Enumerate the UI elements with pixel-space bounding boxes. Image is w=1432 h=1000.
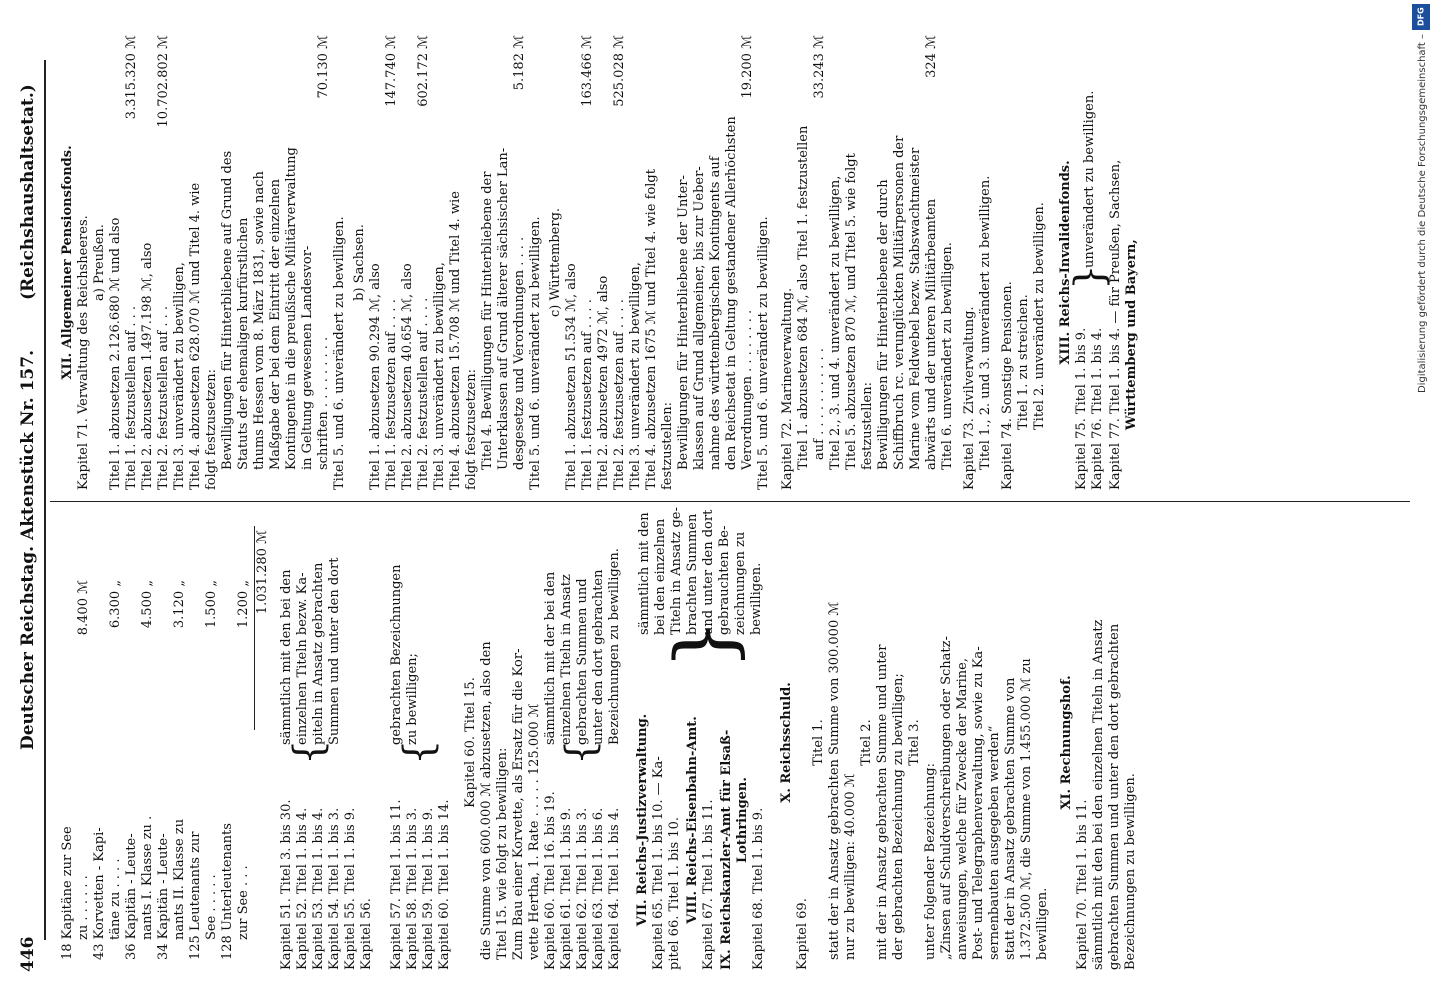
subsection-a-line-text: Titel 2. abzusetzen 1.497.198 ℳ, also: [140, 242, 155, 490]
titel-2-line: mit der in Ansatz gebrachten Summe und unter: [875, 644, 890, 960]
subsection-a-line: [156, 35, 172, 490]
kapitel-line: Kapitel 59. Titel 1. bis 9.: [421, 807, 436, 970]
subsection-b-heading: b) Sachsen.: [352, 224, 367, 301]
rank-row: [60, 520, 76, 970]
subsection-c-line-text: Titel 3. unverändert zu bewilligen,: [628, 262, 643, 490]
subsection-b-line: [368, 35, 384, 490]
rank-label: nants I. Klasse zu .: [140, 815, 155, 940]
subsection-a-line-text: Titel 3. unverändert zu bewilligen,: [172, 262, 187, 490]
rank-row: [140, 500, 156, 970]
subsection-a-para: Bewilligungen für Hinterbliebene auf Grund des: [220, 150, 235, 470]
kapitel-60-line: die Summe von 600.000 ℳ abzusetzen, also den: [479, 641, 494, 960]
subsection-a-line: [108, 35, 124, 490]
rank-label: nants II. Klasse zu: [172, 818, 187, 940]
rank-label: 128 Unterleutenants: [220, 823, 235, 960]
sections-7-9-text: gebrauchten Be-: [717, 525, 732, 635]
rank-row: [236, 500, 252, 970]
group-text: unter den dort gebrachten: [591, 569, 606, 745]
subsection-c-para-text: Verordnungen . . . . . . . .: [740, 309, 755, 470]
column-divider: [50, 501, 1410, 502]
k72-para: [924, 35, 940, 490]
group-text: Bezeichnungen zu bewilligen.: [607, 548, 622, 745]
subsection-b-para-value: 5.182 ℳ: [512, 35, 527, 91]
rank-row: [108, 500, 124, 970]
titel-2-line: der gebrachten Bezeichnung zu bewilligen;: [891, 673, 906, 960]
subsection-b-line: [448, 35, 464, 490]
subsection-c-para: klassen auf Grund allgemeiner, bis zur Ueber-: [692, 166, 707, 470]
sections-7-9-text: sämmtlich mit den: [637, 512, 652, 635]
sections-7-9: [635, 507, 775, 970]
group-text: Summen und unter den dort: [327, 557, 342, 745]
subsection-c-line: [628, 35, 644, 490]
kapitel-line: Kapitel 54. Titel 1. bis 3.: [327, 807, 342, 970]
rank-label: 18 Kapitäne zur See: [60, 826, 75, 960]
subsection-b-line-text: Titel 1. festzusetzen auf . . . .: [384, 299, 399, 490]
subsection-a-para-text: schriften . . . . . . . . .: [316, 336, 331, 470]
titel-3-line: statt der in Ansatz gebrachten Summe von: [1003, 677, 1018, 960]
subsection-a-para: Maßgabe der bei dem Eintritt der einzelnen: [268, 178, 283, 470]
subsection-a-para: Statuts der ehemaligen kurfürstlichen: [236, 217, 251, 470]
group-text: sämmtlich mit den bei den: [279, 569, 294, 745]
subsection-b-line-text: Titel 4. abzusetzen 15.708 ℳ und Titel 4. wie: [448, 191, 463, 490]
rank-label: 36 Kapitän - Leute-: [124, 833, 139, 960]
subsection-b-para: Titel 4. Bewilligungen für Hinterbliebene der: [480, 171, 495, 470]
kapitel-line: Kapitel 62. Titel 1. bis 3.: [575, 807, 590, 970]
section-8-heading: VIII. Reichs-Eisenbahn-Amt.: [685, 716, 700, 924]
subsection-b-line-text: folgt festzusetzen:: [464, 369, 479, 490]
subsection-b-line: [384, 35, 400, 490]
group-text: gebrachten Bezeichnungen: [389, 564, 404, 745]
sections-7-9-text: und unter den dort: [701, 509, 716, 635]
group-text: zu bewilligen;: [405, 653, 420, 745]
sections-7-9-text: bewilligen.: [749, 562, 764, 635]
rank-row: [156, 520, 172, 970]
rank-value: 1.500 „: [204, 580, 219, 629]
kapitel-line: Kapitel 58. Titel 1. bis 3.: [405, 807, 420, 970]
subsection-a-para: in Geltung gewesenen Landesvor-: [300, 245, 315, 470]
sections-7-9-text: brachten Summen: [685, 513, 700, 635]
rank-value: 8.400 ℳ: [76, 580, 91, 636]
subsection-c-line-text: Titel 1. festzusetzen auf . . . .: [580, 299, 595, 490]
subsection-c-line: [644, 35, 660, 490]
subsection-c-line-text: Titel 1. abzusetzen 51.534 ℳ, also: [564, 263, 579, 490]
kapitel-line: Kapitel 61. Titel 1. bis 9.: [559, 807, 574, 970]
subsection-c-line: [564, 35, 580, 490]
k72-line: festzustellen:: [860, 382, 875, 470]
titel-3-line: bewilligen.: [1035, 887, 1050, 960]
rank-label: 125 Leutenants zur: [188, 831, 203, 960]
rank-row: [188, 520, 204, 970]
kapitel-60-line: Zum Bau einer Korvette, als Ersatz für die Kor-: [511, 648, 526, 960]
kapitel-line: Kapitel 55. Titel 1. bis 9.: [343, 807, 358, 970]
section-11-line: Kapitel 70. Titel 1. bis 11.: [1075, 799, 1090, 970]
subsection-a-line: [124, 35, 140, 490]
subsection-b-line-value: 147.740 ℳ: [384, 35, 399, 107]
kapitel-77-cont: Württemberg und Bayern,: [1124, 239, 1139, 430]
subsection-c-heading: c) Württemberg.: [548, 207, 563, 318]
kapitel-line: Kapitel 60. Titel 16. bis 19.: [543, 791, 558, 970]
subsection-a-line-text: Titel 1. festzustellen auf . . .: [124, 305, 139, 490]
kapitel-74-line: Titel 1. zu streichen.: [1016, 294, 1031, 430]
section-9-line: Kapitel 68. Titel 1. bis 9.: [751, 807, 766, 970]
brace: {: [558, 739, 604, 765]
group-text: einzelnen Titeln bezw. Ka-: [295, 572, 310, 745]
subsection-c-line: [596, 35, 612, 490]
subsection-a-line-value: 3.315.320 ℳ: [124, 35, 139, 120]
kapitel-line: Kapitel 60. Titel 1. bis 14.: [437, 799, 452, 970]
subsection-c-line-value: 163.466 ℳ: [580, 35, 595, 107]
subsection-c-last: Titel 5. und 6. unverändert zu bewilligen.: [756, 216, 771, 490]
dfg-logo-icon: DFG: [1412, 4, 1430, 30]
group-text: einzelnen Titeln in Ansatz: [559, 574, 574, 745]
k72-para-text: abwärts und der unteren Militärbeamten: [924, 198, 939, 470]
kapitel-group-2: [389, 515, 459, 970]
brace: }: [1067, 264, 1113, 290]
titel-1-line: nur zu bewilligen: 40.000 ℳ: [843, 773, 858, 960]
group-text: gebrachten Summen und: [575, 578, 590, 745]
page-number: 446: [18, 936, 38, 972]
rank-value: [156, 600, 172, 720]
rank-row: [124, 520, 140, 970]
k72-line: Titel 1. abzusetzen 684 ℳ, also Titel 1. festzustellen: [796, 125, 811, 470]
titel-3-line: sernenbauten ausgegeben werden“: [987, 725, 1002, 960]
subsection-c-para-value: 19.200 ℳ: [740, 35, 755, 99]
section-10-kapitel: Kapitel 69.: [795, 898, 810, 970]
kapitel-60-line: Titel 15. wie folgt zu bewilligen:: [495, 747, 510, 960]
rank-row: [172, 500, 188, 970]
k72-auf-value: 33.243 ℳ: [812, 35, 827, 99]
section-10-titel-3: Titel 3.: [907, 719, 922, 766]
k72-last: Titel 6. unverändert zu bewilligen.: [940, 242, 955, 470]
header-subtitle: (Reichshaushaltsetat.): [18, 84, 38, 300]
section-11-heading: XI. Rechnungshof.: [1059, 675, 1074, 810]
titel-3-line: Post- und Telegraphenverwaltung, sowie zu Ka-: [971, 646, 986, 960]
subsection-b-para: [512, 35, 528, 490]
rank-list: [60, 515, 252, 970]
titel-3-line: unter folgender Bezeichnung:: [923, 763, 938, 960]
subsection-b-line-text: Titel 2. abzusetzen 40.654 ℳ, also: [400, 263, 415, 490]
section-13-heading: XIII. Reichs-Invalidenfonds.: [1058, 160, 1073, 365]
header-rule: [44, 60, 46, 940]
rank-value: 4.500 „: [140, 580, 155, 629]
kapitel-60-line: vette Hertha, 1. Rate . . . . . 125.000 ℳ: [527, 703, 542, 960]
kapitel-line: Kapitel 63. Titel 1. bis 6.: [591, 807, 606, 970]
subsection-c-line-text: festzustellen:: [660, 402, 675, 490]
section-7-line: Kapitel 65. Titel 1. bis 10. — Ka-: [651, 756, 666, 970]
k72-para: Schiffbruch rc. verunglückten Militärpersonen der: [892, 135, 907, 470]
subsection-c-para: Bewilligungen für Hinterbliebene der Unter-: [676, 175, 691, 470]
rank-value: [124, 600, 140, 720]
kapitel-76: Kapitel 76. Titel 1. bis 4.: [1090, 327, 1105, 490]
kapitel-line: Kapitel 53. Titel 1. bis 4.: [311, 807, 326, 970]
rank-label: täne zu . . . .: [108, 858, 123, 940]
section-11-line: sämmtlich mit den bei den einzelnen Titeln in Ansatz: [1091, 619, 1106, 970]
rank-value: [60, 600, 76, 720]
subsection-b-line: [400, 35, 416, 490]
subsection-c-para: [740, 35, 756, 490]
rank-total: 1.031.280 ℳ: [254, 526, 271, 730]
section-10-heading: X. Reichsschuld.: [779, 682, 794, 803]
subsection-b-line: [464, 35, 480, 490]
digitization-credit: Digitalisierung gefördert durch die Deutsche Forschungsgemeinschaft –: [1417, 34, 1428, 394]
k72-para: Bewilligungen für Hinterbliebene der durch: [876, 179, 891, 470]
section-7-line: pitel 66. Titel 1. bis 10.: [667, 816, 682, 970]
rank-label: See . . . . .: [204, 874, 219, 940]
brace: }: [658, 619, 751, 670]
subsection-b-line-text: Titel 2. festzustellen auf . . . .: [416, 297, 431, 490]
section-9-heading: IX. Reichskanzler-Amt für Elsaß-: [719, 729, 734, 970]
rank-label: zu . . . . . .: [76, 875, 91, 940]
rank-value: 1.200 „: [236, 580, 251, 629]
subsection-a-para-value: 70.130 ℳ: [316, 35, 331, 99]
subsection-a-line-text: Titel 4. abzusetzen 628.070 ℳ und Titel 4. wie: [188, 182, 203, 490]
kapitel-74-line: Titel 2. unverändert zu bewilligen.: [1032, 202, 1047, 430]
header-aktenstueck: Aktenstück Nr. 157.: [18, 349, 38, 540]
k72-auf: auf . . . . . . . . . . .: [812, 348, 827, 460]
rank-value: 6.300 „: [108, 580, 123, 629]
kapitel-77: Kapitel 77. Titel 1. bis 4. — für Preußen, Sachsen,: [1108, 159, 1123, 490]
kapitel-60-heading: Kapitel 60. Titel 15.: [463, 677, 478, 808]
rank-value: 3.120 „: [172, 580, 187, 629]
subsection-b-line-text: Titel 1. abzusetzen 90.294 ℳ, also: [368, 263, 383, 490]
brace: {: [396, 739, 442, 765]
kapitel-72-heading: Kapitel 72. Marineverwaltung.: [780, 287, 795, 490]
rank-value: [188, 600, 204, 720]
subsection-c-line-value: 525.028 ℳ: [612, 35, 627, 107]
subsection-a-para: Kontingente in die preußische Militärverwaltung: [284, 147, 299, 470]
subsection-a-line: [172, 35, 188, 490]
k72-line: Titel 2., 3. und 4. unverändert zu bewilligen,: [828, 175, 843, 470]
rank-row: [76, 500, 92, 970]
subsection-b-para-text: desgesetze und Verordnungen . . . .: [512, 236, 527, 470]
subsection-b-line: [432, 35, 448, 490]
sections-7-9-text: Titeln in Ansatz ge-: [669, 507, 684, 635]
sections-7-9-text: bei den einzelnen: [653, 518, 668, 635]
titel-1-line: statt der in Ansatz gebrachten Summe von 300.000 ℳ: [827, 601, 842, 960]
k72-para-value: 324 ℳ: [924, 35, 939, 78]
subsection-c-line-text: Titel 2. abzusetzen 4972 ℳ, also: [596, 275, 611, 490]
kapitel-line: Kapitel 56.: [359, 898, 374, 970]
sections-7-9-text: zeichnungen zu: [733, 531, 748, 635]
kapitel-line: Kapitel 64. Titel 1. bis 4.: [607, 807, 622, 970]
left-column: [60, 507, 1139, 970]
section-9-heading-cont: Lothringen.: [735, 777, 750, 863]
subsection-a-line: [204, 35, 220, 490]
titel-3-line: anweisungen, welche für Zwecke der Marine,: [955, 658, 970, 960]
group-text: piteln in Ansatz gebrachten: [311, 562, 326, 745]
k72-auf-row: [812, 35, 828, 490]
subsection-a-line-text: folgt festzusetzen:: [204, 369, 219, 490]
header-title: Deutscher Reichstag.: [18, 545, 38, 750]
section-7-heading: VII. Reichs-Justizverwaltung.: [635, 713, 650, 927]
section-11-line: gebrachten Summen und unter den dort gebrachten: [1107, 623, 1122, 970]
titel-3-line: 1.372.500 ℳ, die Summe von 1.455.000 ℳ zu: [1019, 658, 1034, 960]
subsection-c-para: den Reichsetat in Geltung gestandener Allerhöchsten: [724, 116, 739, 470]
kapitel-line: Kapitel 51. Titel 3. bis 30.: [279, 799, 294, 970]
kapitel-60-text: [479, 515, 543, 970]
right-column: [60, 35, 1140, 490]
kapitel-line: Kapitel 52. Titel 1. bis 4.: [295, 807, 310, 970]
subsection-c-para: nahme des württembergischen Kontingents auf: [708, 156, 723, 470]
subsection-a-line-text: Titel 1. abzusetzen 2.126.680 ℳ und also: [108, 217, 123, 490]
section-10-titel-1: Titel 1.: [811, 719, 826, 766]
kapitel-group-1: [279, 515, 389, 970]
kapitel-75-76-text: unverändert zu bewilligen.: [1082, 90, 1097, 268]
kapitel-group-3: [543, 515, 629, 970]
subsection-b-line-value: 602.172 ℳ: [416, 35, 431, 107]
subsection-a-line: [140, 35, 156, 490]
subsection-a-line-text: Titel 2. festzustellen auf . . .: [156, 305, 171, 490]
subsection-a-para: [316, 35, 332, 490]
subsection-a-heading: a) Preußen.: [92, 224, 107, 301]
titel-3-line: „Zinsen auf Schuldverschreibungen oder Schatz-: [939, 636, 954, 960]
k72-para: Marine vom Feldwebel bezw. Stabswachtmeister: [908, 147, 923, 470]
kapitel-73: Kapitel 73. Zivilverwaltung.: [962, 306, 977, 490]
section-8-line: Kapitel 67. Titel 1. bis 11.: [701, 799, 716, 970]
subsection-a-para: thums Hessen vom 8. März 1831, sowie nach: [252, 171, 267, 470]
subsection-b-line-text: Titel 3. unverändert zu bewilligen,: [432, 262, 447, 490]
group-text: sämmtlich mit der bei den: [543, 571, 558, 745]
subsection-b-para: Unterklassen auf Grund älterer sächsischer Lan-: [496, 147, 511, 470]
rank-label: 34 Kapitän - Leute-: [156, 833, 171, 960]
subsection-b-line: [416, 35, 432, 490]
kapitel-line: Kapitel 57. Titel 1. bis 11.: [389, 799, 404, 970]
kapitel-73-line: Titel 1., 2. und 3. unverändert zu bewilligen.: [978, 175, 993, 470]
subsection-a-last: Titel 5. und 6. unverändert zu bewilligen.: [332, 216, 347, 490]
section-12-heading: XII. Allgemeiner Pensionsfonds.: [60, 145, 75, 380]
subsection-b-last: Titel 5. und 6. unverändert zu bewilligen.: [528, 216, 543, 490]
rank-row: [204, 500, 220, 970]
subsection-c-line: [660, 35, 676, 490]
kapitel-75: Kapitel 75. Titel 1. bis 9.: [1074, 327, 1089, 490]
k72-line: Titel 5. abzusetzen 870 ℳ, und Titel 5. wie folgt: [844, 153, 859, 470]
subsection-c-line: [580, 35, 596, 490]
section-10-titel-2: Titel 2.: [859, 719, 874, 766]
rank-row: [92, 520, 108, 970]
rank-label: zur See . . .: [236, 865, 251, 940]
kapitel-71-line: Kapitel 71. Verwaltung des Reichsheeres.: [76, 215, 91, 490]
subsection-c-line: [612, 35, 628, 490]
rank-value: [220, 600, 236, 720]
brace: {: [286, 739, 332, 765]
kapitel-74: Kapitel 74. Sonstige Pensionen.: [1000, 281, 1015, 490]
rank-label: 43 Korvetten - Kapi-: [92, 827, 107, 960]
subsection-a-line: [188, 35, 204, 490]
rank-row: [220, 520, 236, 970]
subsection-c-line-text: Titel 4. abzusetzen 1675 ℳ und Titel 4. wie folgt: [644, 169, 659, 490]
rank-value: [92, 600, 108, 720]
subsection-c-line-text: Titel 2. festzusetzen auf . . . .: [612, 299, 627, 490]
kapitel-75-76: [1067, 35, 1113, 490]
subsection-a-line-value: 10.702.802 ℳ: [156, 35, 171, 128]
section-11-line: Bezeichnungen zu bewilligen.: [1123, 773, 1138, 970]
